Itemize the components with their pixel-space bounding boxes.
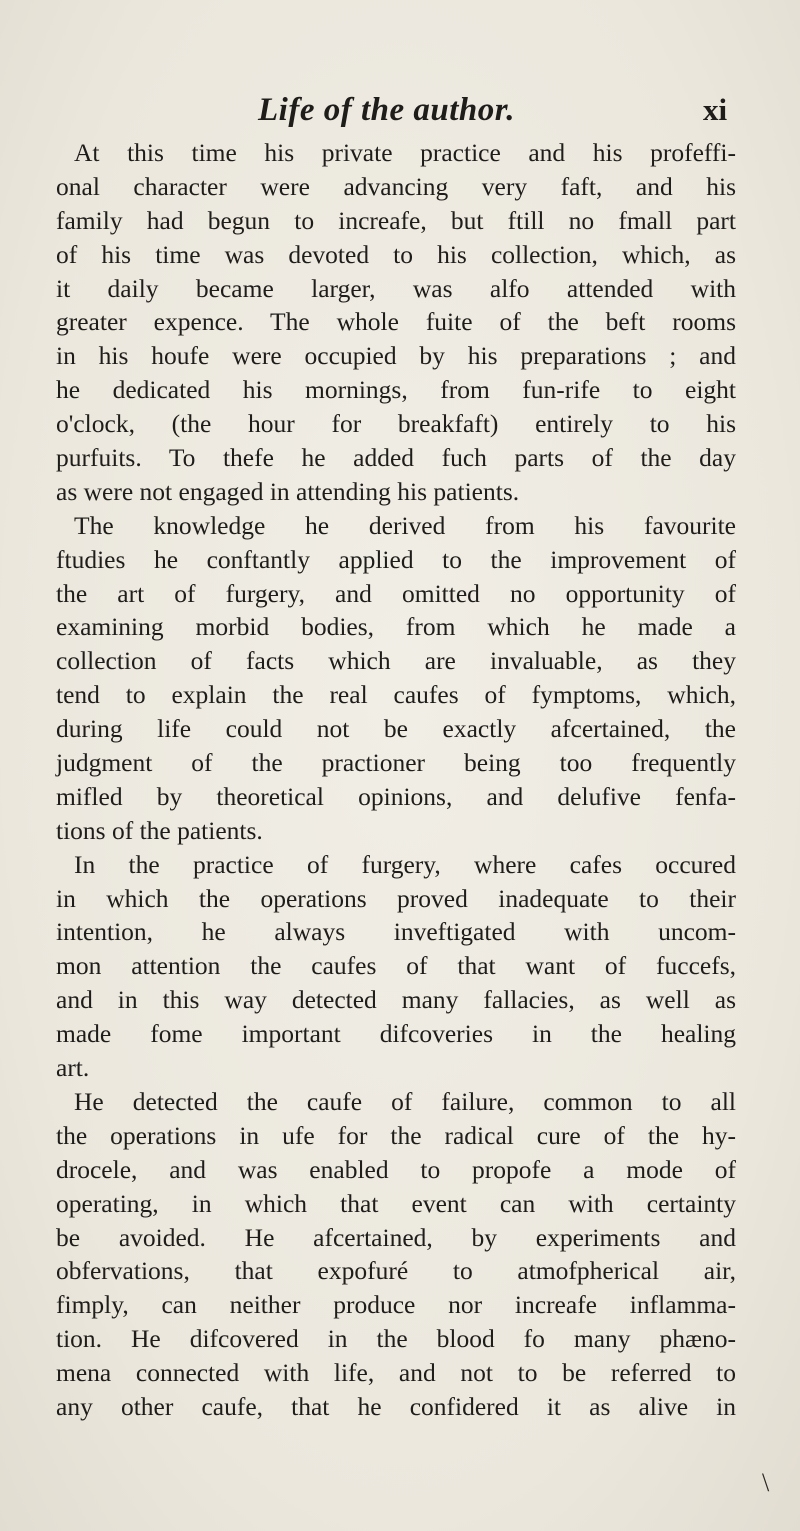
text-line: At this time his private practice and his profeffi- [74,138,736,167]
text-line: mena connected with life, and not to be referred to [56,1358,736,1388]
text-line: purfuits. To thefe he added fuch parts of the day [56,443,736,473]
text-line: the art of furgery, and omitted no opportunity of [56,578,736,608]
corner-mark: \ [762,1468,770,1497]
text-line: collection of facts which are invaluable, as they [56,646,736,676]
text-line: during life could not be exactly afcertained, the [56,714,736,744]
page-number: xi [703,92,728,127]
text-line: fimply, can neither produce nor increafe inflamma- [56,1290,736,1320]
text-line: he dedicated his mornings, from fun-rife to eight [56,375,736,405]
text-line: mon attention the caufes of that want of fuccefs, [56,951,736,981]
text-line: made fome important difcoveries in the healing [56,1019,736,1049]
text-line: family had begun to increafe, but ftill no fmall part [56,205,736,235]
text-line: tend to explain the real caufes of fymptoms, which, [56,680,736,710]
text-line: greater expence. The whole fuite of the beft rooms [56,307,736,337]
text-line: art. [56,1053,90,1083]
text-line: in his houfe were occupied by his preparations ; and [56,341,736,371]
text-line: o'clock, (the hour for breakfaft) entirely to his [56,409,736,439]
text-line: tions of the patients. [56,815,263,845]
text-line: He detected the caufe of failure, common to all [74,1086,736,1116]
text-line: mifled by theoretical opinions, and delufive fenfa- [56,781,736,811]
text-line: The knowledge he derived from his favourite [74,510,736,540]
page-header [0,92,800,132]
text-line: obfervations, that expofuré to atmofpherical air, [56,1256,736,1286]
text-line: drocele, and was enabled to propofe a mode of [56,1154,736,1184]
text-line: it daily became larger, was alfo attended with [56,273,736,303]
text-line: examining morbid bodies, from which he made a [56,612,736,642]
text-line: and in this way detected many fallacies, as well as [56,985,736,1015]
text-line: tion. He difcovered in the blood fo many phæno- [56,1324,736,1354]
text-line: onal character were advancing very faft, and his [56,171,736,201]
text-line: judgment of the practioner being too frequently [56,748,736,778]
text-line: In the practice of furgery, where cafes occured [74,849,736,879]
running-head: Life of the author. [258,92,516,128]
body-text [56,136,736,1424]
text-line: any other caufe, that he confidered it as alive in [56,1391,736,1421]
text-line: ftudies he conftantly applied to the improvement of [56,544,736,574]
text-line: intention, he always inveftigated with uncom- [56,917,736,947]
text-line: be avoided. He afcertained, by experiments and [56,1222,736,1252]
text-line: as were not engaged in attending his patients. [56,476,520,506]
text-line: of his time was devoted to his collection, which, as [56,239,736,269]
text-line: the operations in ufe for the radical cure of the hy- [56,1120,736,1150]
text-line: in which the operations proved inadequate to their [56,883,736,913]
text-line: operating, in which that event can with certainty [56,1188,736,1218]
